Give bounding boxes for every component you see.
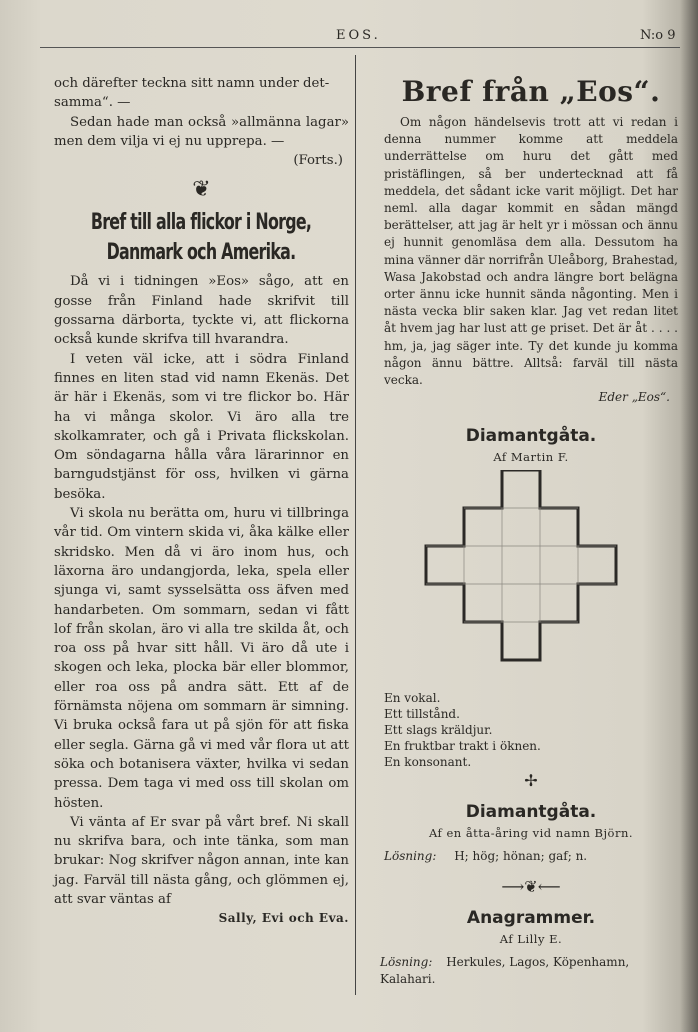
star-ornament-icon: ✢ bbox=[524, 771, 538, 791]
previous-paragraph: Sedan hade man också »allmänna lagar» men dem vilja vi ej nu upprepa. — bbox=[54, 114, 349, 149]
issue-number: N:o 9 bbox=[640, 28, 676, 43]
left-signature: Sally, Evi och Eva. bbox=[218, 911, 349, 926]
right-column bbox=[380, 74, 678, 988]
puzzle3-solution-text: Herkules, Lagos, Köpenhamn, Kalahari. bbox=[380, 954, 630, 986]
left-paragraph-4: Vi vänta af Er svar på vårt bref. Ni skall nu skrifva bara, och inte tänka, som man brukar: Nog skrifver någon annan, inte kan jag. Farväl till nästa gång, och glömmen ej, att svar väntas af bbox=[54, 814, 349, 907]
puzzle3-solution bbox=[380, 954, 678, 988]
left-article-title: Bref till alla flickor i Norge, Danmark och Amerika. bbox=[90, 210, 312, 266]
puzzle3-title: Anagrammer. bbox=[466, 907, 596, 928]
page-header bbox=[40, 24, 680, 46]
grid-lines bbox=[426, 508, 616, 622]
puzzle3-byline: Af Lilly E. bbox=[499, 931, 563, 946]
puzzle2-title: Diamantgåta. bbox=[465, 802, 597, 823]
puzzle1-title: Diamantgåta. bbox=[465, 426, 597, 447]
diamond-puzzle-grid bbox=[384, 470, 678, 690]
puzzle1-byline: Af Martin F. bbox=[493, 450, 569, 465]
running-title: EOS. bbox=[336, 28, 381, 43]
puzzle2-solution-text: H; hög; hönan; gaf; n. bbox=[454, 849, 588, 864]
intro-line-1: och därefter teckna sitt namn under det- bbox=[54, 76, 330, 91]
page-edge-shadow bbox=[680, 0, 698, 1032]
clue-1: En vokal. bbox=[384, 691, 441, 706]
flourish-divider-icon: ⟶❦⟵ bbox=[501, 876, 561, 896]
clue-5: En konsonant. bbox=[384, 755, 472, 770]
continued-note: (Forts.) bbox=[293, 153, 343, 169]
puzzle2-solution bbox=[384, 848, 678, 865]
column-divider bbox=[355, 55, 356, 995]
left-paragraph-2: I veten väl icke, att i södra Finland finnes en liten stad vid namn Ekenäs. Det är här i Ekenäs, som vi tre flickor bo. Här ha vi många skolor. Vi äro alla tre skolkamrater, och gå i Privata flickskolan. Om söndagarna hålla våra lärarinnor en barngudstjänst för oss, hvilken vi gärna besöka. bbox=[54, 351, 349, 502]
clue-4: En fruktbar trakt i öknen. bbox=[384, 739, 541, 754]
header-rule bbox=[40, 47, 680, 48]
clue-2: Ett tillstånd. bbox=[384, 707, 460, 722]
left-column bbox=[54, 74, 349, 929]
clue-3: Ett slags kräldjur. bbox=[384, 723, 493, 738]
left-paragraph-1: Då vi i tidningen »Eos» sågo, att en gosse från Finland hade skrifvit till gossarna därborta, tyckte vi, att flickorna också kunde skrifva till hvarandra. bbox=[54, 274, 349, 348]
eos-letter: Om någon händelsevis trott att vi redan i denna nummer komme att meddela underrättelse om huru det gått med pristäflingen, så ber undertecknad att få meddela, det sådant icke varit möjligt. Det har neml. alla dagar kommit en sådan mängd berättelser, att jag är helt yr i mössan och ännu ej hunnit genomläsa dem alla. Dessutom ha mina vänner där norrifrån Uleåborg, Brahestad, Wasa Jakobstad och andra längre bort belägna orter ännu icke hunnit sända någonting. Men i nästa vecka blir saken klar. Jag vet redan litet åt hvem jag har lust att ge priset. Det är åt . . . . hm, ja, jag säger inte. Ty det kunde ju komma någon ännu bättre. Alltså: farväl till nästa vecka. bbox=[384, 115, 678, 388]
eos-letter-signature: Eder „Eos“. bbox=[598, 390, 670, 405]
ornament-icon: ❦ bbox=[192, 177, 211, 203]
grid-outline bbox=[426, 470, 616, 660]
puzzle3-solution-label: Lösning: bbox=[380, 954, 433, 969]
left-paragraph-3: Vi skola nu berätta om, huru vi tillbringa vår tid. Om vintern skida vi, åka kälke eller skridsko. Men då vi äro inom hus, och läxorna äro undangjorda, leka, spela eller sjunga vi, samt sysselsätta oss äfven med handarbeten. Om sommarn, sedan vi fått lof från skolan, äro vi alla tre skilda åt, och roa oss på hvar sitt håll. Vi äro då ute i skogen och leka, plocka bär eller blommor, eller roa oss på andra sätt. Ett af de förnämsta nöjena om sommarn är simning. Vi bruka också fara ut på sjön för att fiska eller segla. Gärna gå vi med vår flora ut att söka och botanisera växter, hvilka vi sedan pressa. Dem taga vi med oss till skolan om hösten. bbox=[54, 506, 349, 811]
intro-line-2: samma“. — bbox=[54, 95, 131, 111]
puzzle2-solution-label: Lösning: bbox=[384, 849, 437, 864]
right-article-title: Bref från „Eos“. bbox=[401, 75, 661, 108]
puzzle2-byline: Af en åtta-åring vid namn Björn. bbox=[428, 826, 634, 841]
